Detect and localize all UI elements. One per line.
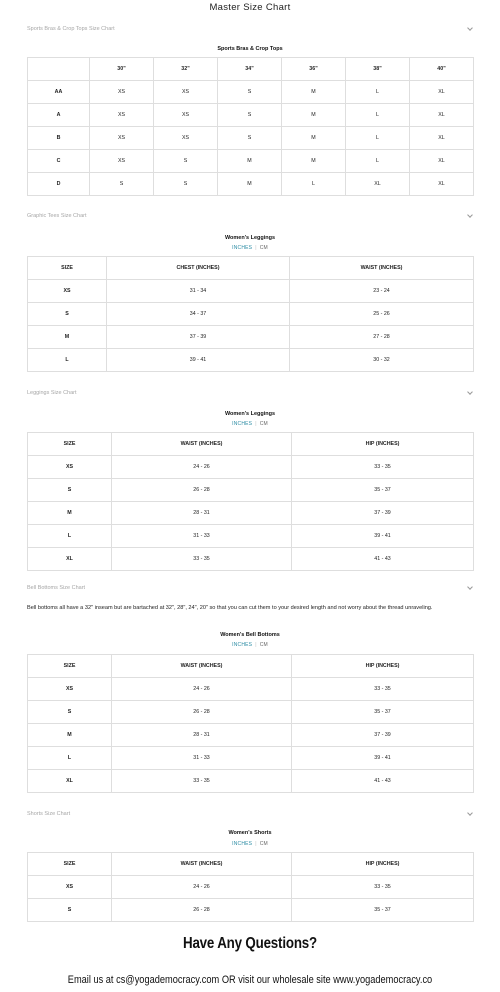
table-cell: XL (410, 173, 474, 196)
row-label: S (28, 701, 112, 724)
table-cell: S (154, 173, 218, 196)
table-row (28, 150, 474, 173)
row-label: XS (28, 876, 112, 899)
row-label: XS (28, 456, 112, 479)
table-cell: 37 - 39 (107, 326, 290, 349)
unit-toggle-shorts (0, 841, 500, 847)
table-row (28, 104, 474, 127)
table-row (28, 525, 474, 548)
row-label: A (28, 104, 90, 127)
table-cell: 27 - 28 (290, 326, 474, 349)
row-label: M (28, 502, 112, 525)
table-cell: 39 - 41 (292, 747, 474, 770)
unit-separator: | (255, 245, 257, 251)
table-cell: XS (154, 104, 218, 127)
row-label: M (28, 724, 112, 747)
chevron-down-icon[interactable] (467, 810, 473, 816)
row-label: XS (28, 280, 107, 303)
section-header-bell-bottoms[interactable] (27, 582, 473, 594)
table-row (28, 724, 474, 747)
table-cell: M (218, 150, 282, 173)
column-header: 30" (90, 58, 154, 81)
table-cell: S (90, 173, 154, 196)
unit-separator: | (255, 642, 257, 648)
table-cell: M (282, 104, 346, 127)
table-cell: M (282, 150, 346, 173)
column-header: 36" (282, 58, 346, 81)
table-row (28, 548, 474, 571)
table-cell: M (218, 173, 282, 196)
table-caption-leggings: Women's Leggings (224, 411, 276, 417)
size-table-shorts (27, 852, 474, 922)
table-row (28, 899, 474, 922)
column-header: WAIST (INCHES) (112, 433, 292, 456)
unit-separator: | (255, 421, 257, 427)
table-cell: 31 - 33 (112, 525, 292, 548)
unit-cm-toggle[interactable]: CM (259, 421, 268, 427)
table-cell: L (346, 104, 410, 127)
section-header-label: Graphic Tees Size Chart (27, 213, 87, 219)
unit-inches-toggle[interactable]: INCHES (232, 841, 253, 847)
table-row (28, 770, 474, 793)
unit-separator: | (255, 841, 257, 847)
table-cell: 33 - 35 (292, 678, 474, 701)
table-cell: 26 - 28 (112, 701, 292, 724)
table-cell: 33 - 35 (112, 770, 292, 793)
column-header: 38" (346, 58, 410, 81)
table-cell: 37 - 39 (292, 724, 474, 747)
table-cell: 37 - 39 (292, 502, 474, 525)
section-header-label: Shorts Size Chart (27, 811, 71, 817)
table-cell: 33 - 35 (292, 876, 474, 899)
table-cell: XS (90, 150, 154, 173)
table-caption-bell-bottoms: Women's Bell Bottoms (220, 632, 280, 638)
table-cell: XS (154, 127, 218, 150)
column-header: SIZE (28, 257, 107, 280)
table-row (28, 678, 474, 701)
row-label: XL (28, 770, 112, 793)
size-table-graphic-tees (27, 256, 474, 372)
size-table-bell-bottoms (27, 654, 474, 793)
chevron-down-icon[interactable] (467, 584, 473, 590)
column-header: SIZE (28, 655, 112, 678)
row-label: S (28, 899, 112, 922)
table-cell: 33 - 35 (292, 456, 474, 479)
section-header-leggings[interactable] (27, 387, 473, 399)
table-cell: 39 - 41 (107, 349, 290, 372)
table-cell: XL (410, 127, 474, 150)
unit-cm-toggle[interactable]: CM (259, 642, 268, 648)
table-cell: M (282, 127, 346, 150)
table-cell: 30 - 32 (290, 349, 474, 372)
table-cell: XL (346, 173, 410, 196)
size-table-leggings (27, 432, 474, 571)
table-row (28, 456, 474, 479)
column-header: WAIST (INCHES) (112, 853, 292, 876)
table-cell: 28 - 31 (112, 724, 292, 747)
table-header-row (28, 58, 474, 81)
table-row (28, 127, 474, 150)
table-header-row (28, 853, 474, 876)
size-table-sports-bras (27, 57, 474, 196)
page-title: Master Size Chart (209, 2, 291, 13)
table-header-row (28, 257, 474, 280)
table-row (28, 479, 474, 502)
table-cell: XS (90, 127, 154, 150)
column-header (28, 58, 90, 81)
table-cell: S (218, 81, 282, 104)
table-caption-shorts: Women's Shorts (228, 830, 272, 836)
table-cell: 33 - 35 (112, 548, 292, 571)
row-label: L (28, 525, 112, 548)
table-row (28, 349, 474, 372)
table-cell: 28 - 31 (112, 502, 292, 525)
row-label: S (28, 303, 107, 326)
column-header: 34" (218, 58, 282, 81)
unit-inches-toggle[interactable]: INCHES (232, 421, 253, 427)
section-header-label: Sports Bras & Crop Tops Size Chart (27, 26, 115, 32)
section-header-label: Leggings Size Chart (27, 390, 77, 396)
row-label: C (28, 150, 90, 173)
column-header: CHEST (INCHES) (107, 257, 290, 280)
section-header-label: Bell Bottoms Size Chart (27, 585, 86, 591)
column-header: HIP (INCHES) (292, 655, 474, 678)
table-row (28, 173, 474, 196)
table-cell: 24 - 26 (112, 678, 292, 701)
column-header: WAIST (INCHES) (290, 257, 474, 280)
unit-toggle-leggings (0, 421, 500, 427)
row-label: AA (28, 81, 90, 104)
table-cell: XL (410, 150, 474, 173)
row-label: D (28, 173, 90, 196)
footer-contact-text: Email us at cs@yogademocracy.com OR visit our wholesale site www.yogademocracy.co (67, 974, 433, 986)
row-label: B (28, 127, 90, 150)
table-cell: XS (90, 104, 154, 127)
bell-bottoms-note: Bell bottoms all have a 32" inseam but are bartached at 32", 28", 24", 20" so that you can cut them to your desired length and not worry about the thread unraveling. (27, 605, 433, 611)
table-cell: L (346, 150, 410, 173)
table-row (28, 876, 474, 899)
table-header-row (28, 655, 474, 678)
chevron-down-icon[interactable] (467, 25, 473, 31)
row-label: XS (28, 678, 112, 701)
section-header-shorts[interactable] (27, 808, 473, 820)
footer-title: Have Any Questions? (182, 935, 318, 952)
table-cell: 39 - 41 (292, 525, 474, 548)
row-label: L (28, 349, 107, 372)
row-label: M (28, 326, 107, 349)
column-header: SIZE (28, 433, 112, 456)
chevron-down-icon[interactable] (467, 212, 473, 218)
table-cell: M (282, 81, 346, 104)
table-cell: 31 - 33 (112, 747, 292, 770)
table-cell: 24 - 26 (112, 456, 292, 479)
column-header: SIZE (28, 853, 112, 876)
table-cell: 35 - 37 (292, 899, 474, 922)
table-cell: 23 - 24 (290, 280, 474, 303)
table-caption-sports-bras: Sports Bras & Crop Tops (217, 46, 283, 52)
table-cell: L (346, 81, 410, 104)
column-header: 40" (410, 58, 474, 81)
table-cell: 26 - 28 (112, 479, 292, 502)
chevron-down-icon[interactable] (467, 389, 473, 395)
table-row (28, 81, 474, 104)
table-cell: S (218, 104, 282, 127)
section-header-sports-bras[interactable] (27, 23, 473, 35)
table-row (28, 326, 474, 349)
table-cell: L (346, 127, 410, 150)
table-cell: S (218, 127, 282, 150)
table-row (28, 701, 474, 724)
table-cell: 41 - 43 (292, 770, 474, 793)
table-cell: XS (90, 81, 154, 104)
unit-inches-toggle[interactable]: INCHES (232, 245, 253, 251)
column-header: HIP (INCHES) (292, 853, 474, 876)
table-cell: 25 - 26 (290, 303, 474, 326)
table-cell: L (282, 173, 346, 196)
table-cell: 41 - 43 (292, 548, 474, 571)
table-row (28, 303, 474, 326)
column-header: WAIST (INCHES) (112, 655, 292, 678)
table-cell: XL (410, 81, 474, 104)
unit-toggle-bell-bottoms (0, 642, 500, 648)
row-label: L (28, 747, 112, 770)
table-cell: S (154, 150, 218, 173)
table-cell: 34 - 37 (107, 303, 290, 326)
table-cell: XL (410, 104, 474, 127)
column-header: HIP (INCHES) (292, 433, 474, 456)
table-cell: 35 - 37 (292, 479, 474, 502)
table-row (28, 502, 474, 525)
unit-toggle-graphic-tees (0, 245, 500, 251)
unit-inches-toggle[interactable]: INCHES (232, 642, 253, 648)
table-row (28, 280, 474, 303)
table-cell: XS (154, 81, 218, 104)
table-cell: 31 - 34 (107, 280, 290, 303)
table-cell: 35 - 37 (292, 701, 474, 724)
table-caption-graphic-tees: Women's Leggings (224, 235, 276, 241)
table-header-row (28, 433, 474, 456)
table-cell: 24 - 26 (112, 876, 292, 899)
section-header-graphic-tees[interactable] (27, 210, 473, 222)
row-label: XL (28, 548, 112, 571)
table-cell: 26 - 28 (112, 899, 292, 922)
table-row (28, 747, 474, 770)
unit-cm-toggle[interactable]: CM (259, 841, 268, 847)
unit-cm-toggle[interactable]: CM (259, 245, 268, 251)
column-header: 32" (154, 58, 218, 81)
row-label: S (28, 479, 112, 502)
